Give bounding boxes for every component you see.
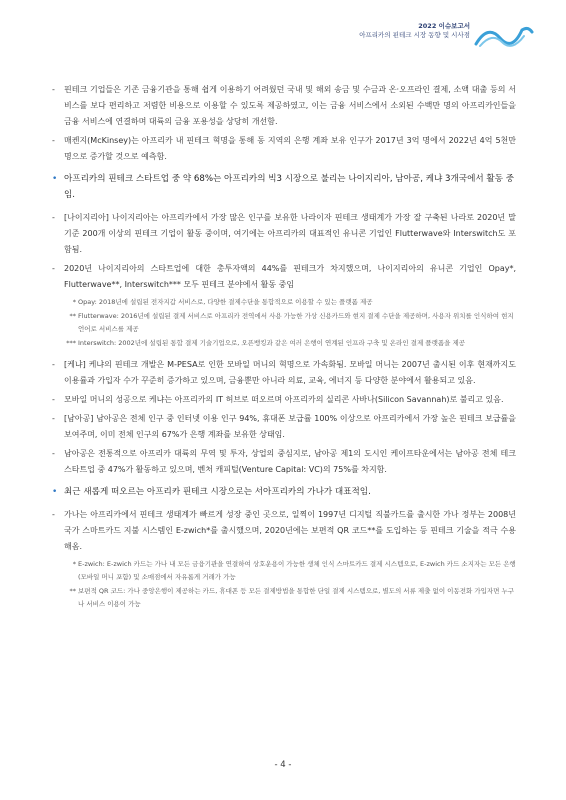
item-text: 최근 새롭게 떠오르는 아프리카 핀테크 시장으로는 서아프리카의 가나가 대표적임. <box>64 487 371 497</box>
bullet-icon: • <box>52 487 58 497</box>
page-number: - 4 - <box>274 760 292 770</box>
list-marker: - <box>52 395 55 404</box>
item-text: 아프리카의 핀테크 스타트업 중 약 68%는 아프리카의 빅3 시장으로 불리는 나이지리아, 남아공, 케냐 3개국에서 활동 중임. <box>64 174 515 200</box>
footnote <box>52 337 516 350</box>
list-marker: ** <box>69 587 76 595</box>
item-text: Opay: 2018년에 설립된 전자지갑 서비스로, 다양한 결제수단을 통합적으로 이용할 수 있는 플랫폼 제공 <box>78 298 373 306</box>
item-text: [케냐] 케냐의 핀테크 개발은 M-PESA로 인한 모바일 머니의 혁명으로 가속화됨. 모바일 머니는 2007년 출시된 이후 현재까지도 이용률과 가입자 수가 꾸준히 증가하고 있으며, 금융뿐만 아니라 의료, 교육, 에너지 등 다양한 분야에서 활용되고 있음. <box>64 360 516 385</box>
item-text: [남아공] 남아공은 전체 인구 중 인터넷 이용 인구 94%, 휴대폰 보급률 100% 이상으로 아프리카에서 가장 높은 핀테크 보급률을 보여주며, 이미 전체 인구의 67%가 은행 계좌를 보유한 상태임. <box>64 414 516 439</box>
list-marker: ** <box>69 312 76 320</box>
footnote <box>52 585 516 611</box>
item-text: Flutterwave: 2016년에 설립된 결제 서비스로 아프리카 전역에서 사용 가능한 가상 신용카드와 현지 결제 수단을 제공하며, 사용자 위치를 인식하여 현지 언어로 서비스를 제공 <box>78 312 514 333</box>
item-text: [나이지리아] 나이지리아는 아프리카에서 가장 많은 인구를 보유한 나라이자 핀테크 생태계가 가장 잘 구축된 나라로 2020년 말 기준 200개 이상의 핀테크 기업이 활동 중이며, 여기에는 아프리카의 대표적인 유니콘 기업인 Flutterwave와 Interswitch도 포함됨. <box>64 213 516 254</box>
report-subtitle: 아프리카의 핀테크 시장 동향 및 시사점 <box>359 31 470 39</box>
list-marker: * <box>72 298 76 306</box>
item-text: 보편적 QR 코드: 가나 중앙은행이 제공하는 카드, 휴대폰 등 모든 결제방법을 통합한 단일 결제 시스템으로, 별도의 서류 제출 없이 이동전화 가입자면 누구나 서비스 이용이 가능 <box>78 587 515 608</box>
list-marker: - <box>52 414 55 423</box>
footnote <box>52 310 516 336</box>
item-text: 핀테크 기업들은 기존 금융기관을 통해 쉽게 이용하기 어려웠던 국내 및 해외 송금 및 수금과 온·오프라인 결제, 소액 대출 등의 서비스를 보다 편리하고 저렴한 비용으로 이용할 수 있도록 제공하였고, 이는 금융 서비스에서 소외된 수백만 명의 아프리카인들을 금융 서비스에 연결하며 대륙의 금융 포용성을 상당히 개선함. <box>64 85 516 126</box>
list-item <box>52 82 516 130</box>
list-marker: - <box>52 510 55 519</box>
list-marker: - <box>52 264 55 273</box>
list-marker: *** <box>66 339 76 347</box>
item-text: 모바일 머니의 성공으로 케냐는 아프리카의 IT 허브로 떠오르며 아프리카의 실리콘 사바나(Silicon Savannah)로 불리고 있음. <box>64 395 504 404</box>
footnote <box>52 558 516 584</box>
document-body <box>52 82 516 612</box>
item-text: 매켄지(McKinsey)는 아프리카 내 핀테크 혁명을 통해 동 지역의 은행 계좌 보유 인구가 2017년 3억 명에서 2022년 4억 5천만 명으로 증가할 것으로 예측함. <box>64 136 516 161</box>
list-item <box>52 507 516 555</box>
item-text: Interswitch: 2002년에 설립된 통합 결제 기술기업으로, 오픈뱅킹과 같은 여러 은행이 연계된 인프라 구축 및 온라인 결제 플랫폼을 제공 <box>78 339 466 347</box>
list-marker: - <box>52 85 55 94</box>
list-marker: - <box>52 136 55 145</box>
list-item <box>52 210 516 258</box>
item-text: 남아공은 전통적으로 아프리카 대륙의 무역 및 투자, 상업의 중심지로, 남아공 제1의 도시인 케이프타운에서는 남아공 전체 테크 스타트업 중 47%가 활동하고 있으며, 벤처 캐피털(Venture Capital: VC)의 75%를 차지함. <box>64 449 516 474</box>
item-text: 가나는 아프리카에서 핀테크 생태계가 빠르게 성장 중인 곳으로, 일찍이 1997년 디지털 직불카드를 출시한 가나 정부는 2008년 국가 스마트카드 지불 시스템인 E-zwich*를 출시했으며, 2020년에는 보편적 QR 코드**를 도입하는 등 핀테크 기술을 적극 수용해옴. <box>64 510 516 551</box>
item-text: E-zwich: E-zwich 카드는 가나 내 모든 금융기관을 연결하여 상호운용이 가능한 생체 인식 스마트카드 결제 시스템으로, E-zwich 카드 소지자는 모든 은행(모바일 머니 포함) 및 소매점에서 자유롭게 거래가 가능 <box>78 560 516 581</box>
list-marker: - <box>52 213 55 222</box>
list-item <box>52 446 516 478</box>
list-marker: * <box>72 560 76 568</box>
report-title: 2022 이슈보고서 <box>418 22 470 30</box>
list-item <box>52 261 516 293</box>
list-marker: - <box>52 360 55 369</box>
bullet-heading <box>52 171 516 203</box>
wave-logo-icon <box>474 20 534 50</box>
list-item <box>52 411 516 443</box>
bullet-icon: • <box>52 174 58 184</box>
list-item <box>52 133 516 165</box>
bullet-heading <box>52 484 516 500</box>
list-marker: - <box>52 449 55 458</box>
list-item <box>52 392 516 408</box>
footnote <box>52 296 516 309</box>
report-header <box>359 22 470 40</box>
list-item <box>52 357 516 389</box>
item-text: 2020년 나이지리아의 스타트업에 대한 총투자액의 44%를 핀테크가 차지했으며, 나이지리아의 유니콘 기업인 Opay*, Flutterwave**, Interswitch*** 모두 핀테크 분야에서 활동 중임 <box>64 264 516 289</box>
